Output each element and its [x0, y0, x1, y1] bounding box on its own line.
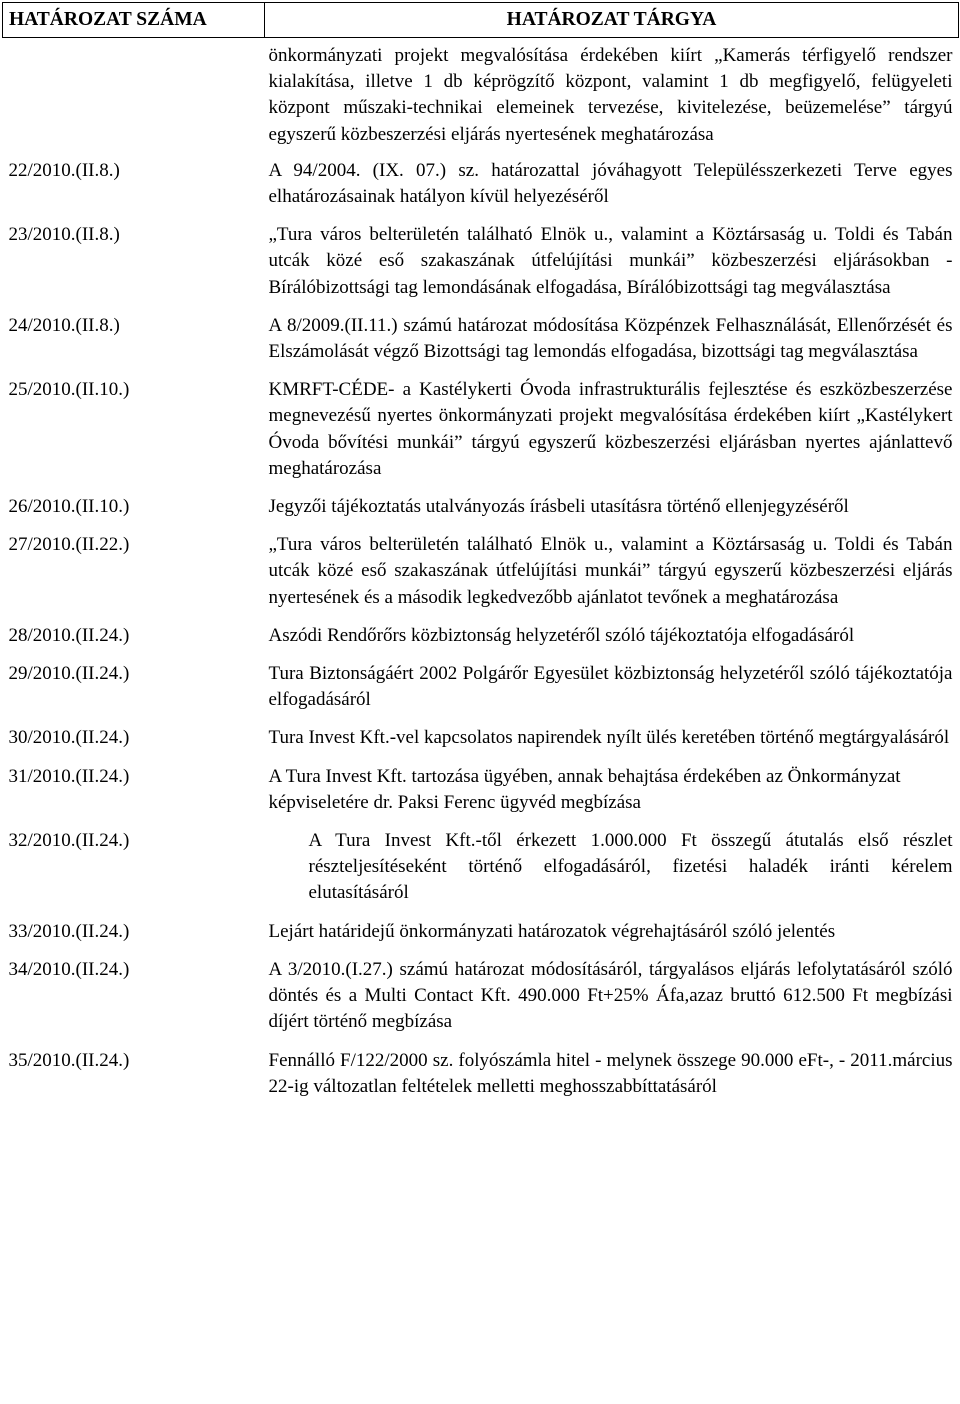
table-row	[3, 490, 959, 528]
resolution-subject: „Tura város belterületén található Elnök u., valamint a Köztársaság u. Toldi és Tabán utcák közé eső szakaszának útfelújítási munkái” közbeszerzési eljárásokban - Bírálóbizottsági tag lemondásának elfogadása, Bírálóbizottsági tag megválasztása	[268, 224, 953, 298]
table-row	[3, 528, 959, 619]
resolutions-table	[2, 2, 959, 1108]
resolution-number: 29/2010.(II.24.)	[8, 663, 130, 685]
table-header-row	[3, 3, 959, 38]
resolution-number: 32/2010.(II.24.)	[8, 830, 130, 852]
resolution-subject: „Tura város belterületén található Elnök u., valamint a Köztársaság u. Toldi és Tabán utcák közé eső szakaszának útfelújítási munkái” tárgyú egyszerű közbeszerzési eljárás nyertesének és a második legkedvezőbb ajánlatot tevőnek a meghatározása	[268, 534, 953, 608]
resolution-subject: A 94/2004. (IX. 07.) sz. határozattal jóváhagyott Településszerkezeti Terve egyes elhatározásainak hatályon kívül helyezéséről	[268, 159, 953, 208]
resolution-number: 33/2010.(II.24.)	[8, 920, 130, 942]
column-header-subject: HATÁROZAT TÁRGYA	[265, 3, 959, 38]
resolution-number: 28/2010.(II.24.)	[8, 624, 130, 646]
resolution-subject: önkormányzati projekt megvalósítása érdekében kiírt „Kamerás térfigyelő rendszer kialakítása, illetve 1 db képrögzítő központ, valamint 1 db megfigyelő, felügyeleti központ műszaki-technikai elemeinek tervezése, kivitelezése, beüzemelése” tárgyú egyszerű közbeszerzési eljárás nyertesének meghatározása	[268, 45, 953, 145]
resolution-number: 26/2010.(II.10.)	[8, 496, 130, 518]
table-row	[3, 1044, 959, 1108]
table-row	[3, 619, 959, 657]
resolution-subject: A Tura Invest Kft. tartozása ügyében, annak behajtása érdekében az Önkormányzat képviseletére dr. Paksi Ferenc ügyvéd megbízása	[268, 765, 901, 813]
resolution-number: 31/2010.(II.24.)	[8, 765, 130, 787]
resolution-subject: Tura Biztonságáért 2002 Polgárőr Egyesület közbiztonság helyzetéről szóló tájékoztatója elfogadásáról	[268, 663, 953, 711]
resolution-subject: A 8/2009.(II.11.) számú határozat módosítása Közpénzek Felhasználását, Ellenőrzését és Elszámolását végző Bizottsági tag lemondás elfogadása, bizottsági tag megválasztása	[268, 314, 953, 363]
resolution-number: 35/2010.(II.24.)	[8, 1049, 130, 1071]
resolution-subject: Lejárt határidejű önkormányzati határozatok végrehajtásáról szóló jelentés	[268, 920, 836, 942]
table-row	[3, 721, 959, 759]
resolution-subject: A 3/2010.(I.27.) számú határozat módosításáról, tárgyalásos eljárás lefolytatásáról szóló döntés és a Multi Contact Kft. 490.000 Ft+25% Áfa,azaz bruttó 612.500 Ft megbízási díjért történő megbízása	[268, 958, 953, 1033]
resolution-number: 30/2010.(II.24.)	[8, 727, 130, 749]
resolution-subject: A Tura Invest Kft.-től érkezett 1.000.000 Ft összegű átutalás első részlet részteljesítéseként történő elfogadásáról, fizetési haladék iránti kérelem elutasításáról	[308, 830, 953, 904]
resolution-number: 27/2010.(II.22.)	[8, 534, 130, 556]
resolution-number: 25/2010.(II.10.)	[8, 379, 130, 401]
resolution-subject: Jegyzői tájékoztatás utalványozás írásbeli utasításra történő ellenjegyzéséről	[268, 496, 849, 518]
table-row	[3, 824, 959, 915]
resolution-number: 23/2010.(II.8.)	[8, 224, 120, 246]
resolution-subject: Tura Invest Kft.-vel kapcsolatos napirendek nyílt ülés keretében történő megtárgyalásáról	[268, 727, 950, 749]
resolution-number	[3, 38, 265, 154]
resolution-subject: Fennálló F/122/2000 sz. folyószámla hitel - melynek összege 90.000 eFt-, - 2011.március 22-ig változatlan feltételek melletti meghosszabbíttatásáról	[268, 1049, 953, 1097]
resolution-number: 24/2010.(II.8.)	[8, 314, 120, 336]
table-row	[3, 657, 959, 721]
table-row	[3, 309, 959, 373]
resolution-number: 34/2010.(II.24.)	[8, 958, 130, 980]
resolution-subject: KMRFT-CÉDE- a Kastélykerti Óvoda infrastrukturális fejlesztése és eszközbeszerzése megnevezésű nyertes önkormányzati projekt megvalósítása érdekében kiírt „Kastélykert Óvoda bővítési munkái” tárgyú egyszerű közbeszerzési eljárásban nyertes ajánlattevő meghatározása	[268, 379, 953, 479]
table-row	[3, 760, 959, 824]
table-row	[3, 154, 959, 218]
table-row	[3, 218, 959, 309]
table-row	[3, 915, 959, 953]
resolution-number: 22/2010.(II.8.)	[8, 159, 120, 181]
resolution-subject: Aszódi Rendőrőrs közbiztonság helyzetéről szóló tájékoztatója elfogadásáról	[268, 624, 855, 646]
column-header-number: HATÁROZAT SZÁMA	[3, 3, 265, 38]
table-row	[3, 38, 959, 154]
table-row	[3, 373, 959, 490]
table-row	[3, 953, 959, 1044]
